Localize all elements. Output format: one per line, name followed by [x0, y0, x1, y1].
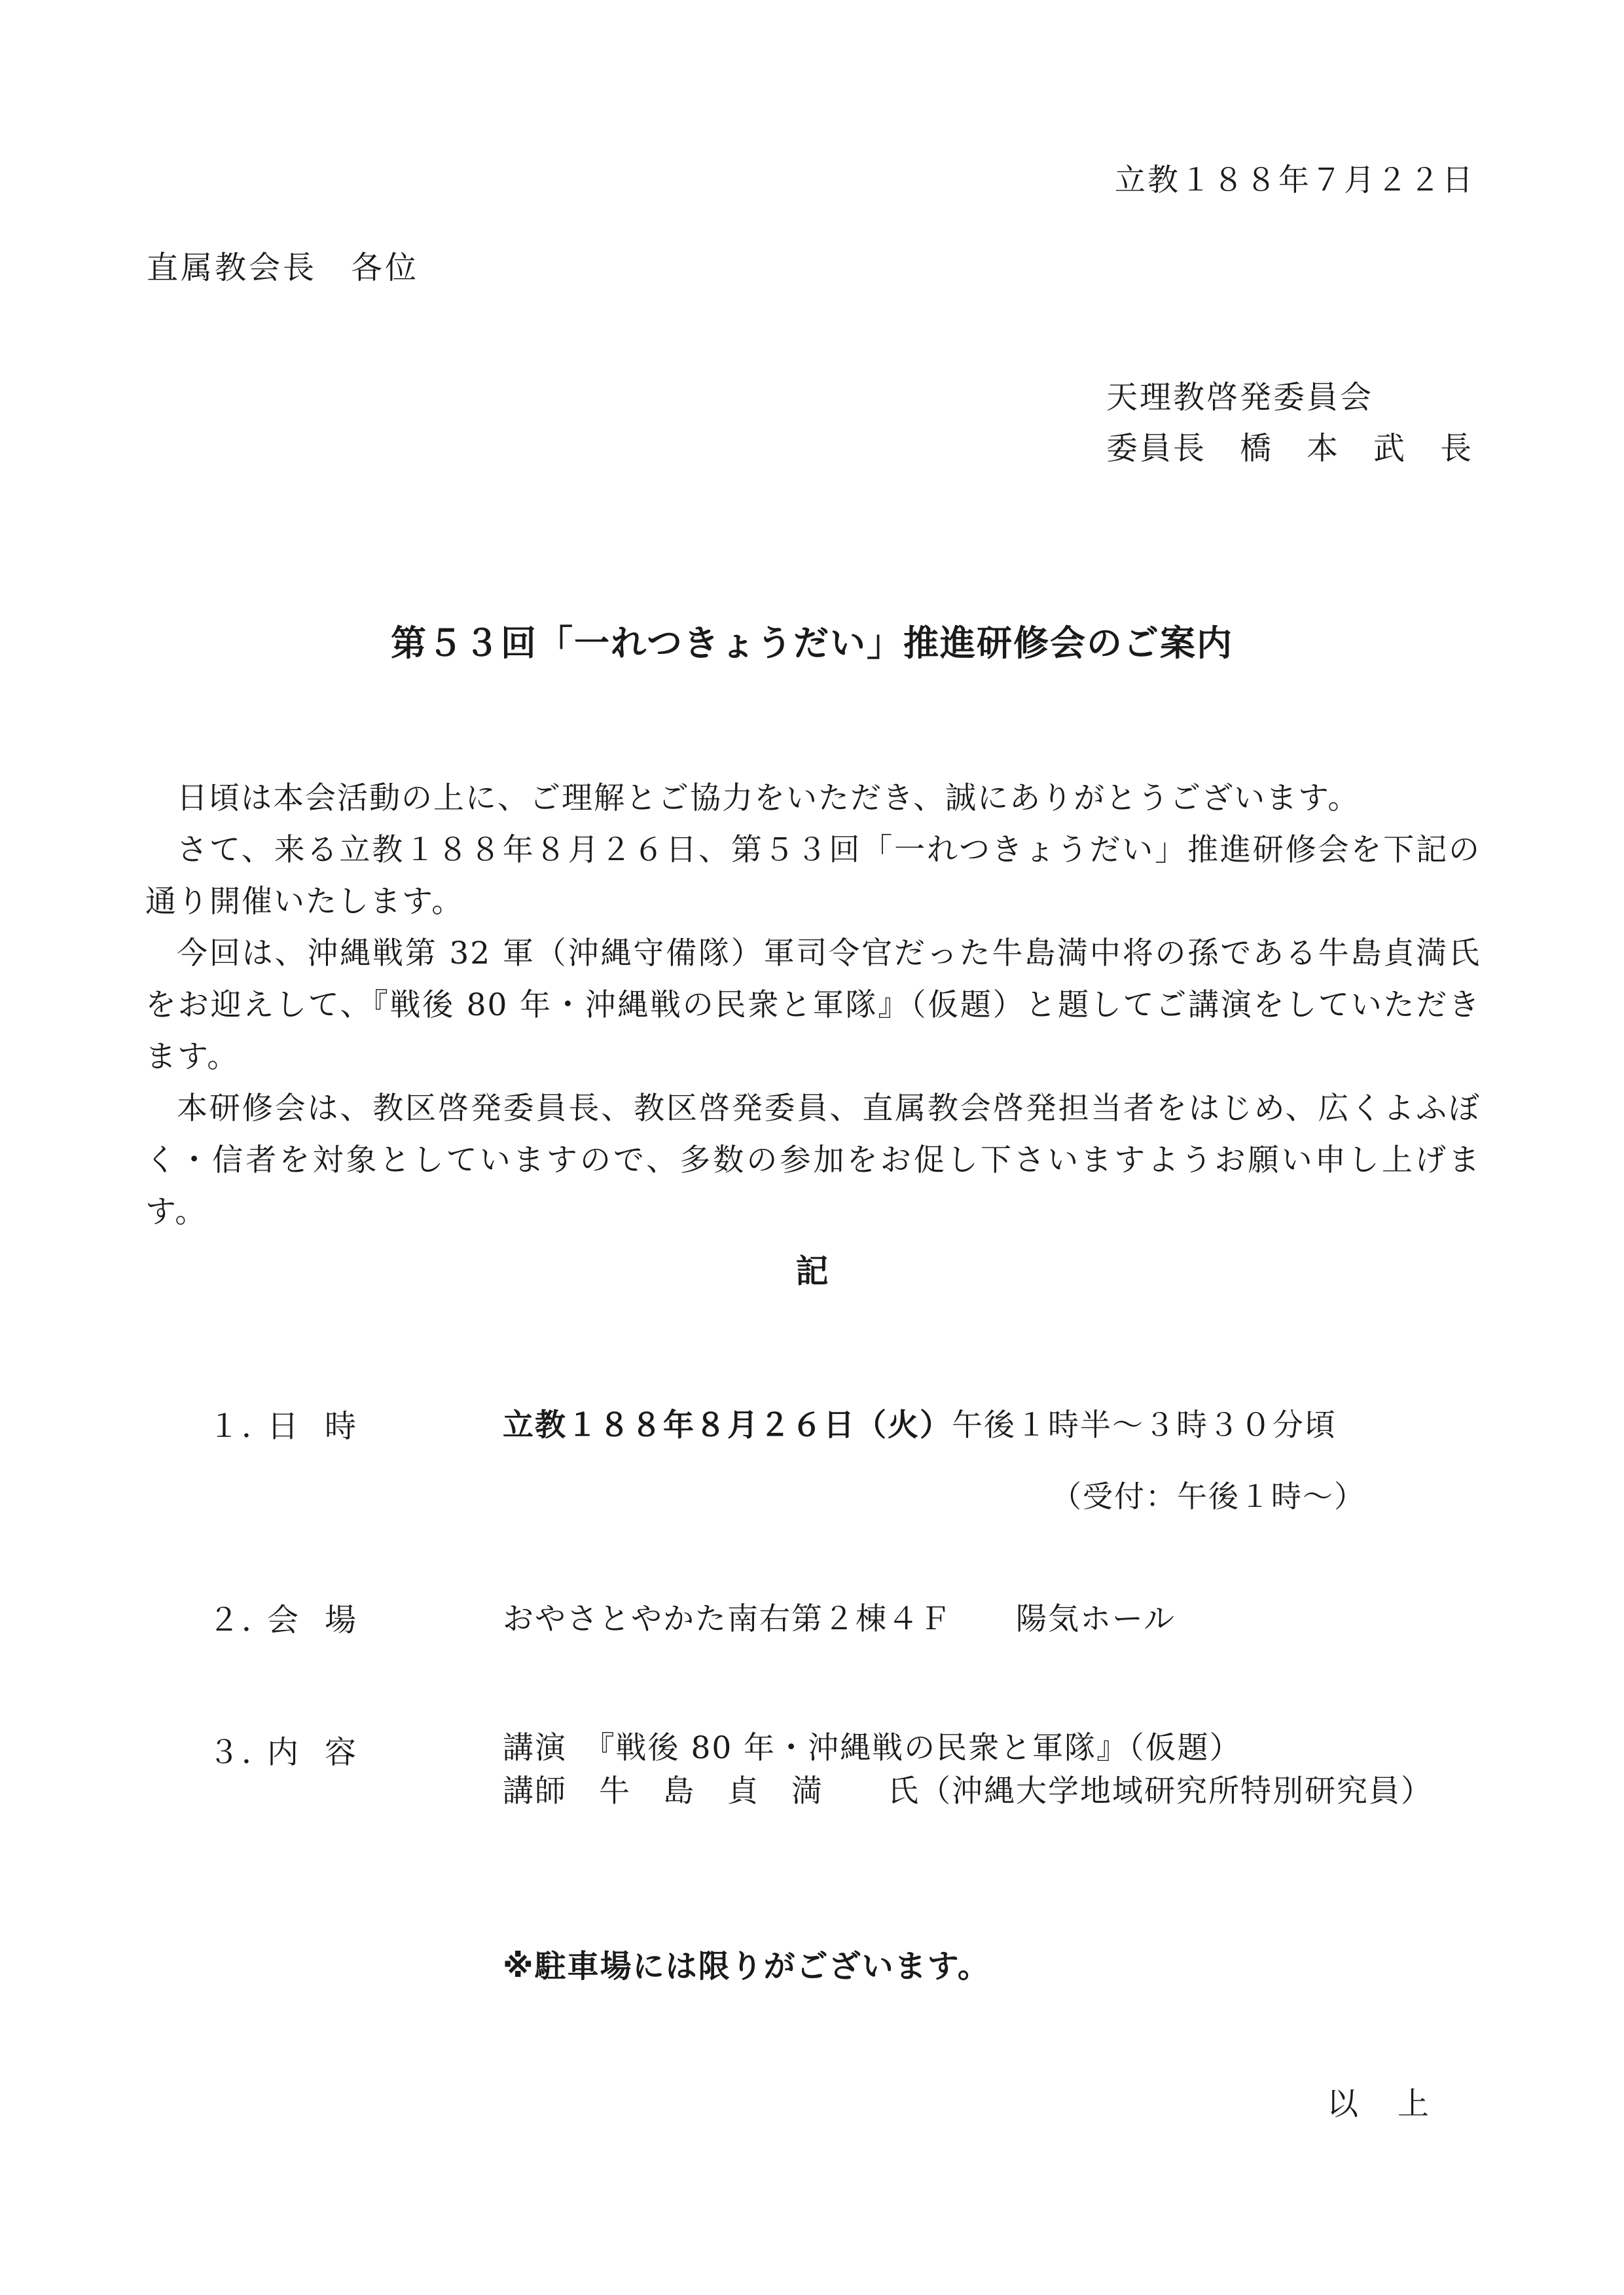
- item-datetime-value: [503, 1401, 1337, 1445]
- item-number: ２．: [208, 1602, 276, 1638]
- sender-organization: 天理教啓発委員会: [1106, 379, 1374, 416]
- item-venue-value: おやさとやかた南右第２棟４Ｆ 陽気ホール: [503, 1601, 1176, 1637]
- item-label: 内容: [267, 1734, 383, 1771]
- item-content-label: [208, 1727, 382, 1772]
- ki-heading: 記: [795, 1252, 829, 1290]
- document-date: 立教１８８年７月２２日: [1115, 162, 1475, 198]
- body-paragraph: 日頃は本会活動の上に、ご理解とご協力をいただき、誠にありがとうございます。: [177, 780, 1360, 816]
- event-date: 立教１８８年８月２６日（火）: [503, 1407, 952, 1443]
- body-paragraph: 今回は、沖縄戦第 32 軍（沖縄守備隊）軍司令官だった牛島満中将の孫である牛島貞満氏をお迎えして、『戦後 80 年・沖縄戦の民衆と軍隊』（仮題）と題してご講演をしていただきます。: [145, 935, 1481, 1075]
- lecture-title: 講演 『戦後 80 年・沖縄戦の民衆と軍隊』（仮題）: [503, 1730, 1242, 1766]
- lecturer: 講師 牛 島 貞 満 氏（沖縄大学地域研究所特別研究員）: [503, 1773, 1433, 1809]
- body-paragraph: 本研修会は、教区啓発委員長、教区啓発委員、直属教会啓発担当者をはじめ、広くよふぼく・信者を対象としていますので、多数の参加をお促し下さいますようお願い申し上げます。: [145, 1091, 1481, 1230]
- item-content-value: [503, 1727, 1433, 1813]
- body-text: [145, 772, 1481, 1238]
- event-time: 午後１時半～３時３０分頃: [952, 1407, 1337, 1443]
- body-paragraph: さて、来る立教１８８年８月２６日、第５３回「一れつきょうだい」推進研修会を下記の通り開催いたします。: [145, 832, 1481, 920]
- item-number: ３．: [208, 1734, 276, 1771]
- item-label: 会場: [267, 1602, 383, 1638]
- closing-mark: 以上: [1326, 2086, 1468, 2122]
- item-datetime-label: [208, 1401, 382, 1446]
- sender-block: [1106, 372, 1473, 474]
- parking-notice: ※駐車場には限りがございます。: [503, 1948, 990, 1985]
- item-venue-label: [208, 1595, 382, 1640]
- item-number: １．: [208, 1408, 276, 1445]
- sender-person: 委員長 橋 本 武 長: [1106, 430, 1474, 467]
- item-label: 日時: [267, 1408, 383, 1445]
- document-title: 第５３回「一れつきょうだい」推進研修会のご案内: [391, 623, 1233, 664]
- reception-time: （受付：午後１時～）: [1051, 1479, 1365, 1514]
- recipient: 直属教会長 各位: [147, 249, 420, 286]
